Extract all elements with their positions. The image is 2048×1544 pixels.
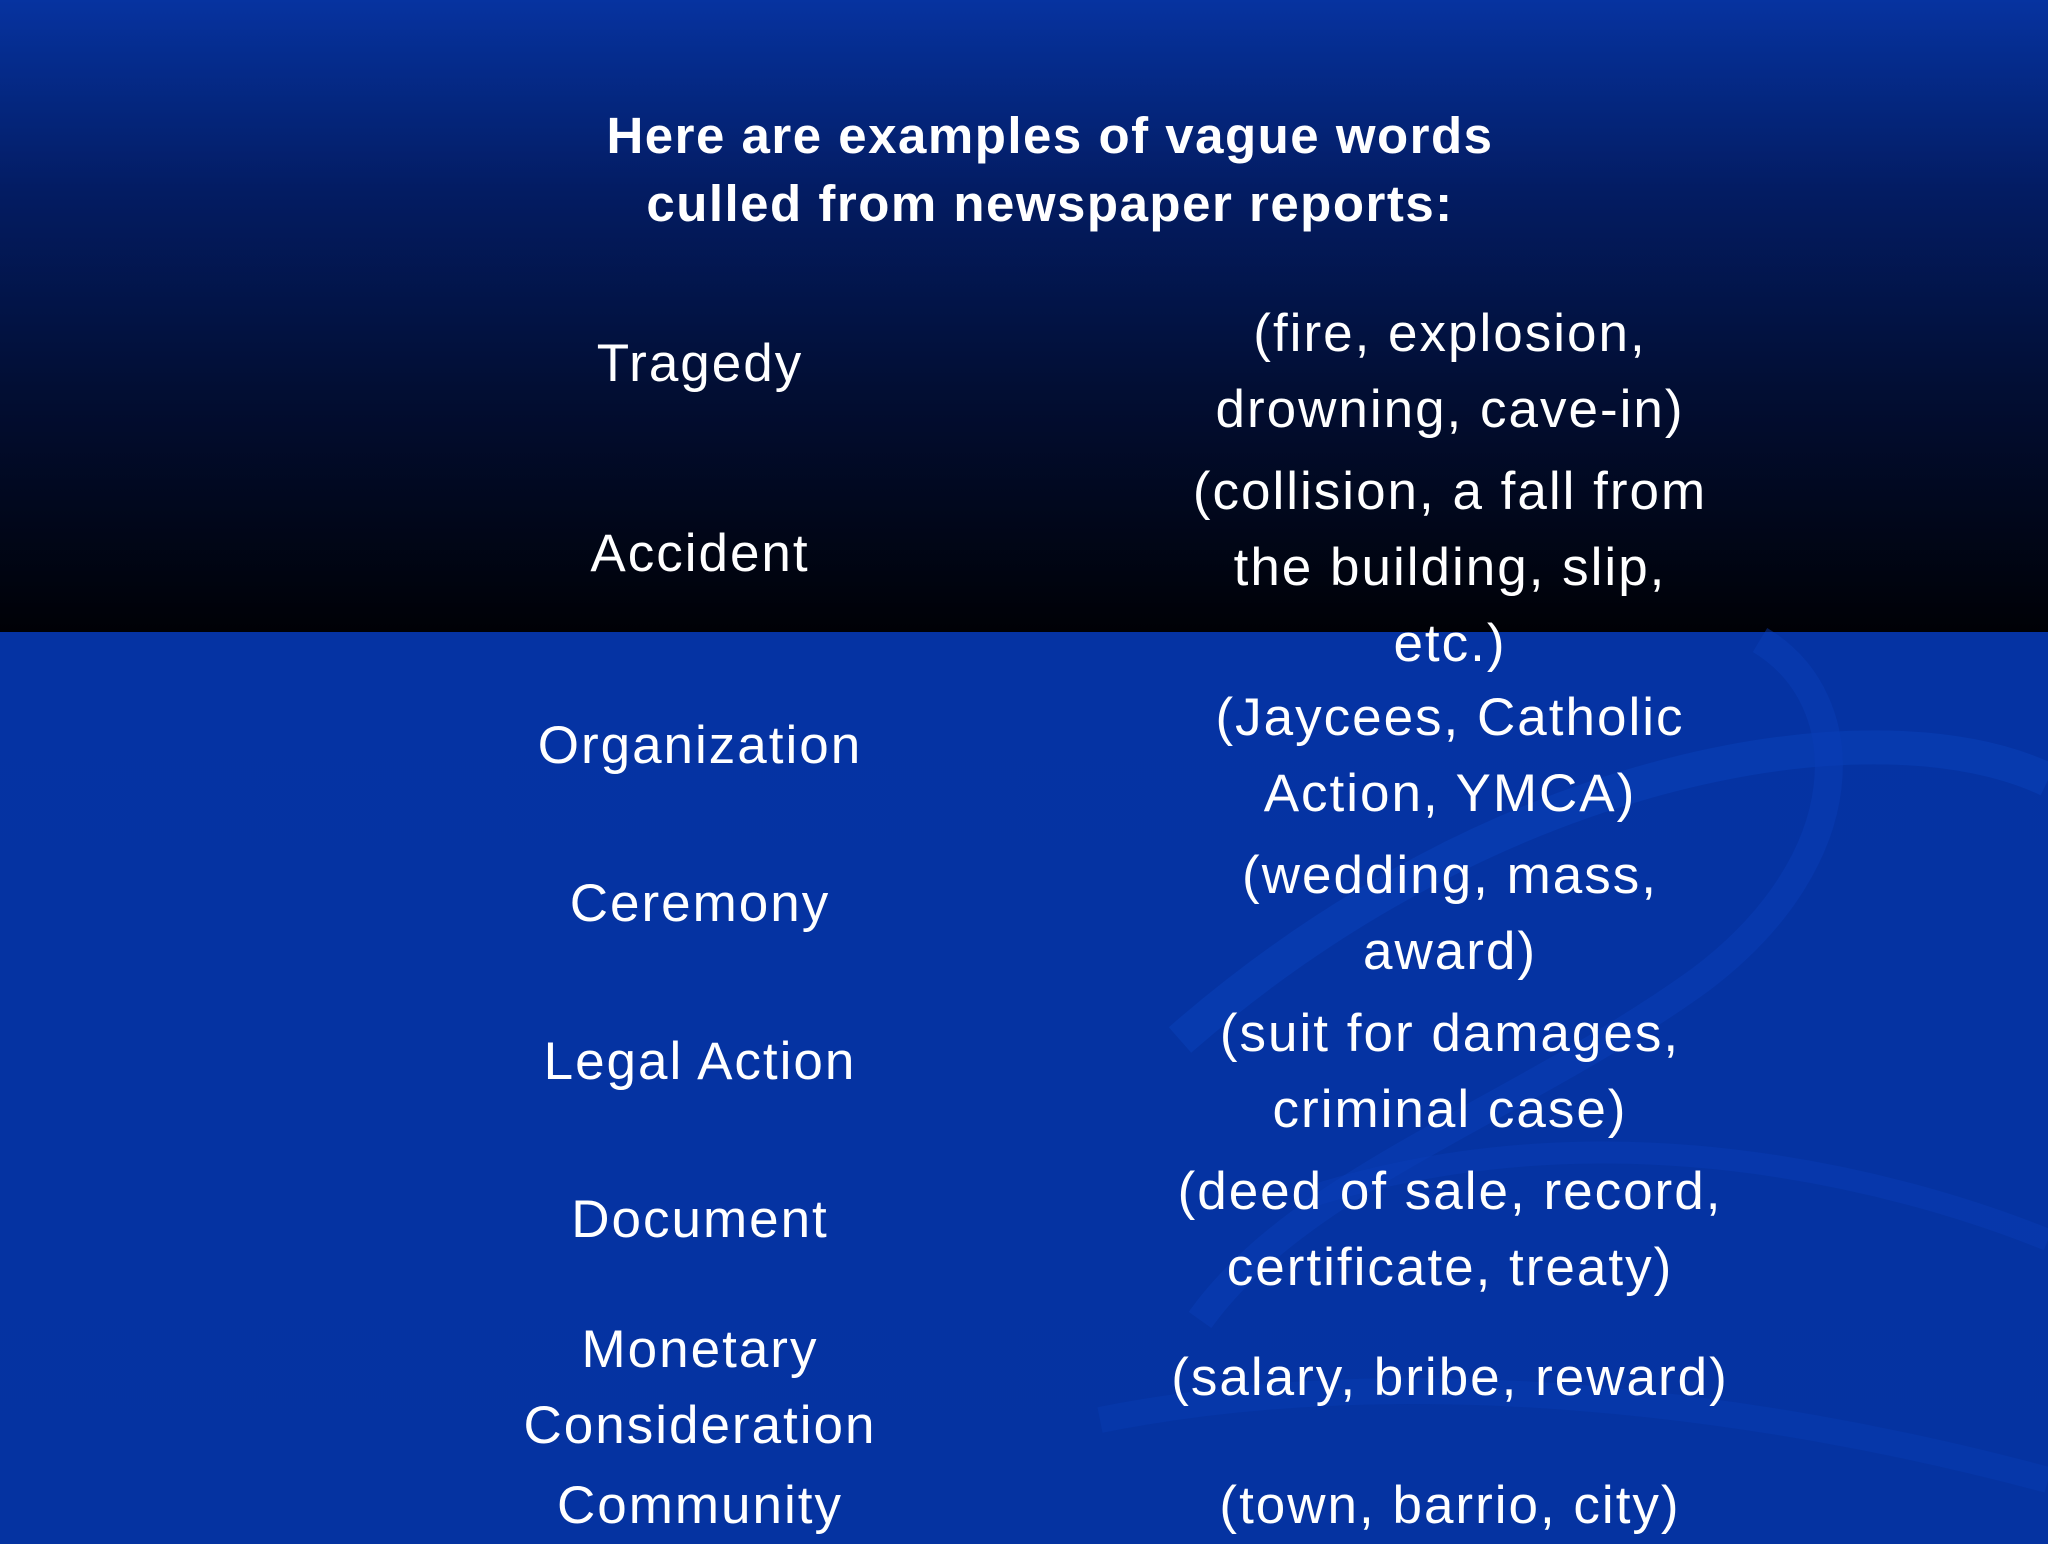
example-text: (town, barrio, city): [1219, 1476, 1681, 1535]
slide-title-line-1: Here are examples of vague words: [606, 107, 1494, 164]
term-label: Document: [571, 1190, 829, 1249]
slide-title: [0, 102, 2048, 238]
term-label: Legal Action: [543, 1032, 857, 1091]
term-label: Ceremony: [569, 874, 831, 933]
term-label: Tragedy: [596, 334, 804, 393]
term-label: Community: [556, 1476, 843, 1535]
example-text: (deed of sale, record, certificate, treaty): [1177, 1162, 1723, 1297]
term-label: Monetary Consideration: [523, 1320, 877, 1455]
term-label: Organization: [537, 716, 863, 775]
example-text: (Jaycees, Catholic Action, YMCA): [1215, 688, 1685, 823]
example-text: (wedding, mass, award): [1242, 846, 1658, 981]
example-text: (collision, a fall from the building, slip, etc.): [1192, 462, 1708, 673]
example-text: (fire, explosion, drowning, cave-in): [1215, 304, 1685, 439]
term-label: Accident: [590, 524, 810, 583]
example-text: (suit for damages, criminal case): [1219, 1004, 1681, 1139]
example-text: (salary, bribe, reward): [1171, 1348, 1729, 1407]
slide-title-line-2: culled from newspaper reports:: [646, 175, 1454, 232]
